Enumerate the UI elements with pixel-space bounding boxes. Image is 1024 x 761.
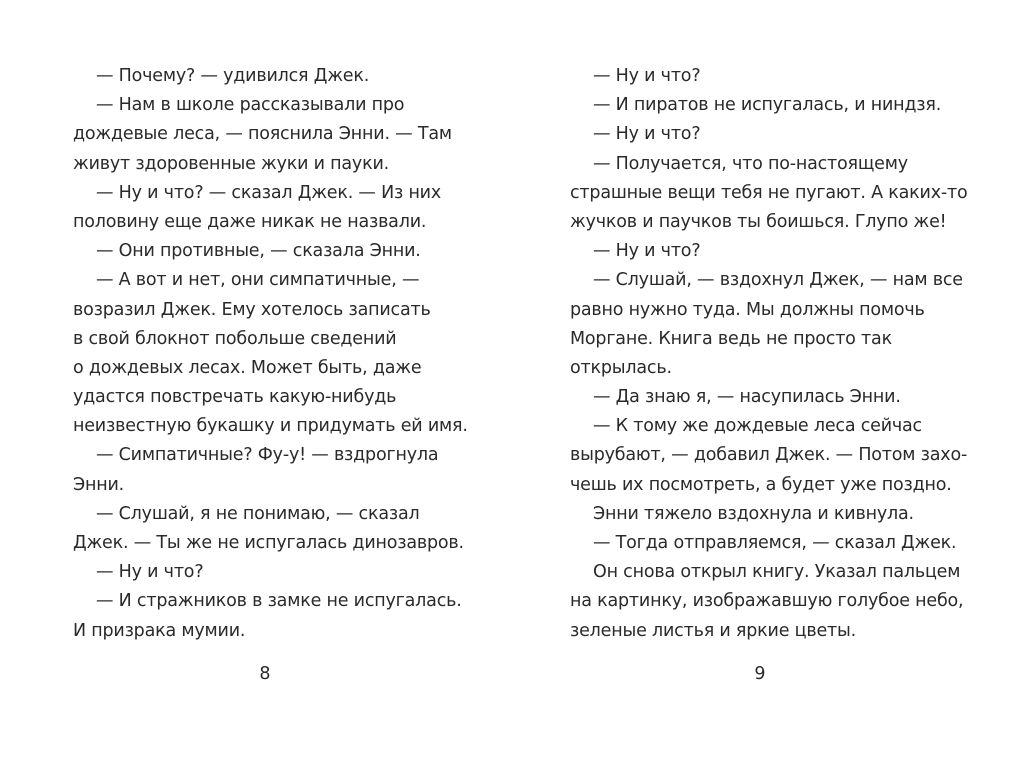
text-line: — И пиратов не испугалась, и ниндзя. — [593, 95, 942, 116]
text-line: — Ну и что? — сказал Джек. — Из них — [96, 182, 442, 203]
text-line: в свой блокнот побольше сведений — [73, 328, 397, 349]
text-line: — Почему? — удивился Джек. — [96, 66, 370, 86]
text-line: — Тогда отправляемся, — сказал Джек. — [593, 533, 957, 553]
text-line: — И стражников в замке не испугалась. — [96, 591, 462, 612]
text-line: И призрака мумии. — [73, 620, 246, 641]
left-page — [73, 62, 493, 646]
text-line: — Симпатичные? Фу-у! — вздрогнула — [96, 445, 439, 466]
page-number-left: 8 — [259, 664, 271, 684]
text-line: — Ну и что? — [96, 562, 204, 583]
text-line: — Они противные, — сказала Энни. — [96, 241, 421, 262]
text-line: — Ну и что? — [593, 66, 701, 86]
text-line: дождевые леса, — пояснила Энни. — Там — [73, 124, 452, 145]
text-line: Энни тяжело вздохнула и кивнула. — [593, 503, 914, 524]
text-line: Джек. — Ты же не испугалась динозавров. — [73, 533, 464, 553]
text-line: Энни. — [73, 474, 125, 495]
text-line: половину еще даже никак не назвали. — [73, 211, 427, 232]
text-line: — Нам в школе рассказывали про — [96, 95, 405, 116]
text-line: открылась. — [570, 357, 672, 378]
text-line: — Ну и что? — [593, 124, 701, 145]
text-line: — Ну и что? — [593, 241, 701, 262]
text-line: вырубают, — добавил Джек. — Потом захо- — [570, 445, 968, 466]
page-number-right: 9 — [754, 664, 766, 684]
text-line: — Слушай, — вздохнул Джек, — нам все — [593, 270, 963, 291]
text-line: Он снова открыл книгу. Указал пальцем — [593, 562, 961, 583]
text-line: страшные вещи тебя не пугают. А каких-то — [570, 182, 968, 203]
text-line: на картинку, изображавшую голубое небо, — [570, 591, 964, 612]
text-line: о дождевых лесах. Может быть, даже — [73, 357, 422, 378]
text-line: — А вот и нет, они симпатичные, — — [96, 270, 420, 291]
right-page — [570, 62, 970, 646]
text-line: — Получается, что по-настоящему — [593, 153, 908, 174]
text-line: возразил Джек. Ему хотелось записать — [73, 299, 431, 320]
text-line: Моргане. Книга ведь не просто так — [570, 328, 892, 349]
text-line: — Да знаю я, — насупилась Энни. — [593, 387, 901, 408]
text-line: — Слушай, я не понимаю, — сказал — [96, 503, 420, 524]
text-line: удастся повстречать какую-нибудь — [73, 387, 397, 408]
text-line: — К тому же дождевые леса сейчас — [593, 416, 922, 437]
text-line: равно нужно туда. Мы должны помочь — [570, 299, 925, 320]
text-line: чешь их посмотреть, а будет уже поздно. — [570, 474, 952, 495]
text-line: зеленые листья и яркие цветы. — [570, 620, 857, 641]
text-line: неизвестную букашку и придумать ей имя. — [73, 416, 468, 437]
text-line: живут здоровенные жуки и пауки. — [73, 153, 389, 174]
text-line: жучков и паучков ты боишься. Глупо же! — [570, 211, 947, 232]
